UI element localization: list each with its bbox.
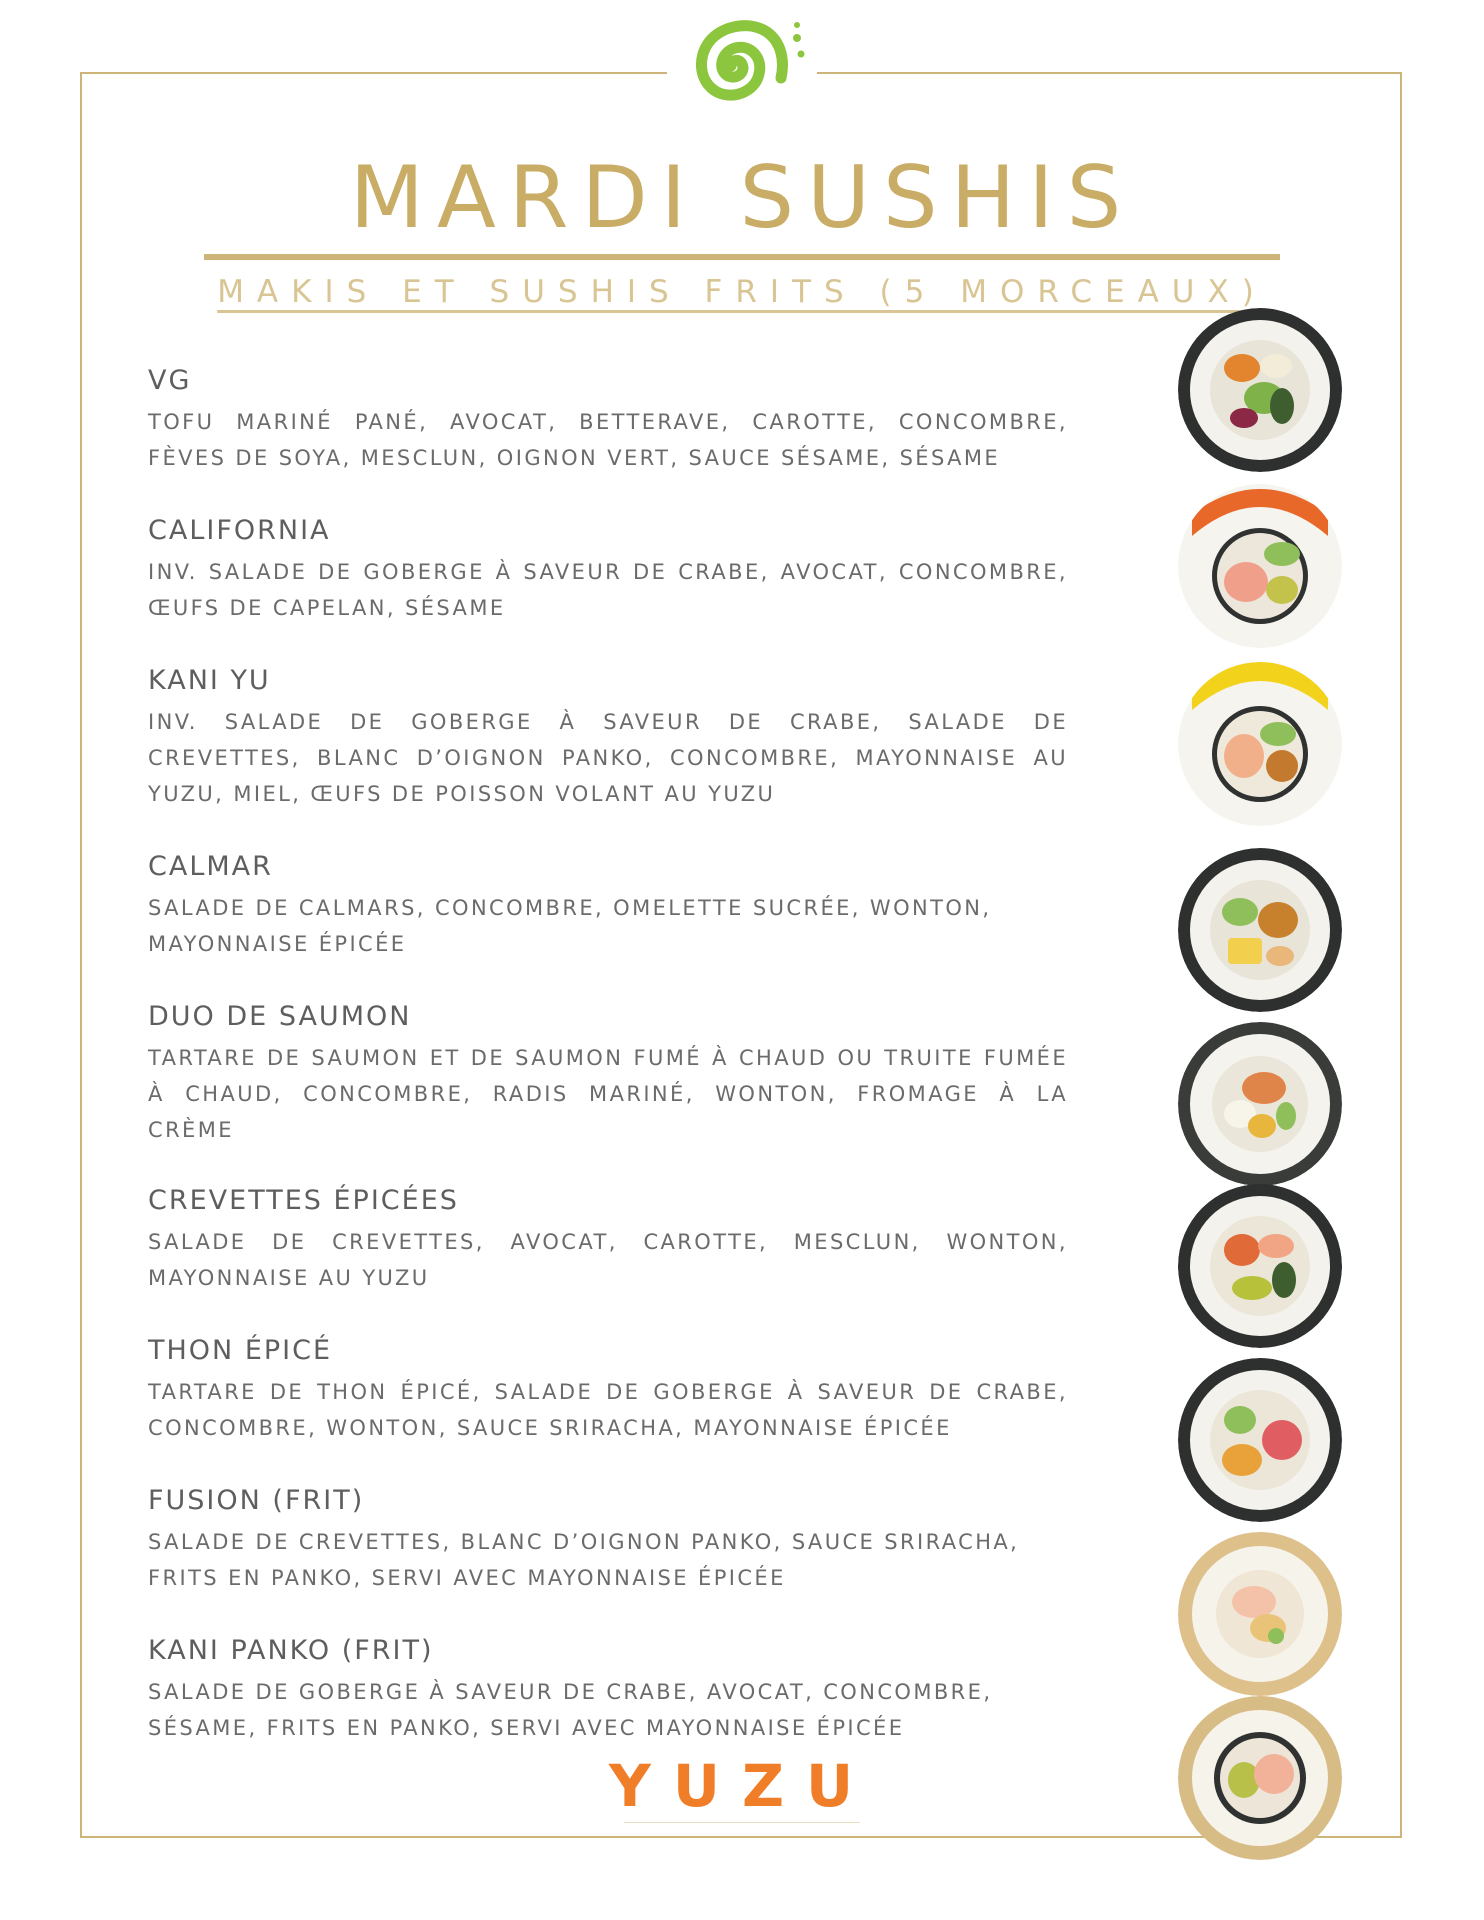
item-description: TARTARE DE SAUMON ET DE SAUMON FUMÉ À CHAUD OU TRUITE FUMÉE À CHAUD, CONCOMBRE, RADIS MARINÉ, WONTON, FROMAGE À LA CRÈME [148,1046,1068,1142]
menu-item [148,1634,1068,1746]
item-description: TOFU MARINÉ PANÉ, AVOCAT, BETTERAVE, CAROTTE, CONCOMBRE, FÈVES DE SOYA, MESCLUN, OIGNON VERT, SAUCE SÉSAME, SÉSAME [148,410,1068,470]
sushi-roll-kani-yu-image [1178,662,1342,826]
menu-item [148,1000,1068,1148]
sushi-roll-crevettes-epicees-image [1178,1184,1342,1348]
item-name: CALMAR [148,851,273,882]
menu-item [148,850,1068,962]
sushi-roll-thon-epice-image [1178,1358,1342,1522]
item-description: SALADE DE CREVETTES, BLANC D’OIGNON PANKO, SAUCE SRIRACHA, FRITS EN PANKO, SERVI AVEC MAYONNAISE ÉPICÉE [148,1530,1020,1590]
item-name: VG [148,365,192,396]
page-title: MARDI SUSHIS [349,148,1135,248]
item-name: CALIFORNIA [148,515,331,546]
sushi-roll-vg-image [1178,308,1342,472]
yuzu-brand-logo: YUZU [608,1752,876,1820]
sushi-roll-california-image [1178,484,1342,648]
item-description: TARTARE DE THON ÉPICÉ, SALADE DE GOBERGE À SAVEUR DE CRABE, CONCOMBRE, WONTON, SAUCE SRIRACHA, MAYONNAISE ÉPICÉE [148,1380,1068,1440]
item-name: KANI PANKO (FRIT) [148,1635,434,1666]
menu-item [148,1484,1068,1596]
item-name: CREVETTES ÉPICÉES [148,1185,459,1216]
item-name: THON ÉPICÉ [148,1335,333,1366]
item-name: DUO DE SAUMON [148,1001,412,1032]
sushi-roll-calmar-image [1178,848,1342,1012]
item-description: INV. SALADE DE GOBERGE À SAVEUR DE CRABE, AVOCAT, CONCOMBRE, ŒUFS DE CAPELAN, SÉSAME [148,560,1068,620]
item-description: INV. SALADE DE GOBERGE À SAVEUR DE CRABE, SALADE DE CREVETTES, BLANC D’OIGNON PANKO, CONCOMBRE, MAYONNAISE AU YUZU, MIEL, ŒUFS DE POISSON VOLANT AU YUZU [148,710,1068,806]
menu-item [148,364,1068,476]
brand-underline [624,1822,860,1823]
item-description: SALADE DE CALMARS, CONCOMBRE, OMELETTE SUCRÉE, WONTON, MAYONNAISE ÉPICÉE [148,896,992,956]
item-name: KANI YU [148,665,271,696]
menu-item [148,664,1068,812]
menu-item [148,1334,1068,1446]
sushi-roll-fusion-image [1178,1532,1342,1696]
menu-item [148,1184,1068,1296]
item-name: FUSION (FRIT) [148,1485,365,1516]
menu-subtitle: MAKIS ET SUSHIS FRITS (5 MORCEAUX) [217,274,1267,310]
spiral-logo-icon [667,6,817,126]
title-divider [204,254,1280,260]
item-description: SALADE DE GOBERGE À SAVEUR DE CRABE, AVOCAT, CONCOMBRE, SÉSAME, FRITS EN PANKO, SERVI AVEC MAYONNAISE ÉPICÉE [148,1680,993,1740]
item-description: SALADE DE CREVETTES, AVOCAT, CAROTTE, MESCLUN, WONTON, MAYONNAISE AU YUZU [148,1230,1068,1290]
menu-item [148,514,1068,626]
sushi-roll-duo-de-saumon-image [1178,1022,1342,1186]
